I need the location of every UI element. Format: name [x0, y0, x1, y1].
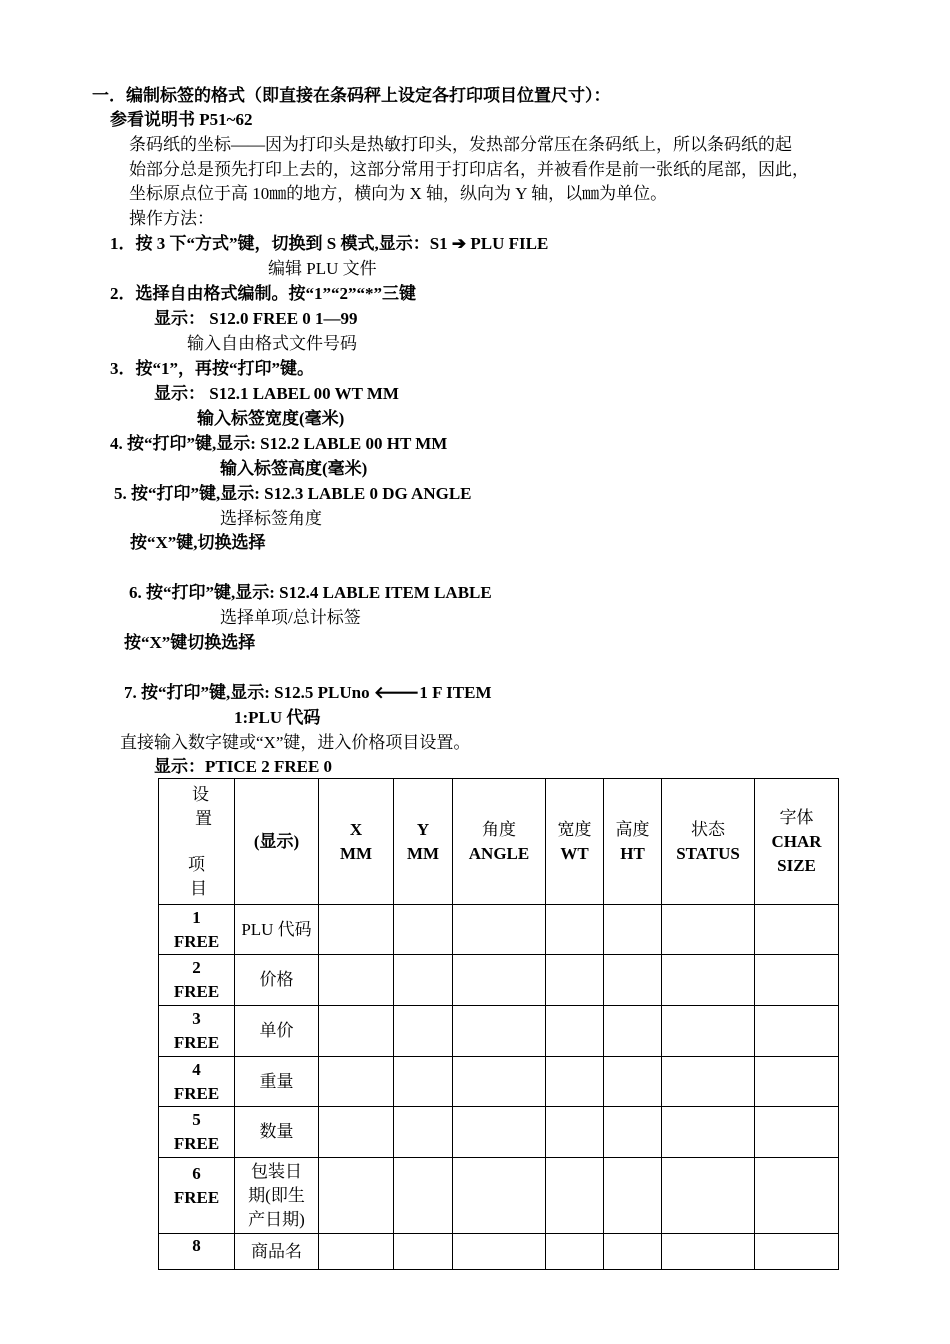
header-char-size: 字体 CHAR SIZE [755, 779, 839, 905]
row-label: 价格 [235, 955, 319, 1006]
cell-width[interactable] [546, 1057, 604, 1107]
step-7: 7. 按“打印”键,显示: S12.5 PLUno 🡐1 F ITEM [124, 683, 492, 702]
cell-height[interactable] [604, 1006, 662, 1057]
cell-x[interactable] [319, 1234, 394, 1270]
step-2-note: 输入自由格式文件号码 [187, 334, 357, 353]
row-item-id: 6 FREE [159, 1158, 235, 1234]
cell-status[interactable] [662, 955, 755, 1006]
cell-y[interactable] [394, 1107, 453, 1158]
table-row [159, 1057, 839, 1107]
cell-y[interactable] [394, 905, 453, 955]
step-2: 2．选择自由格式编制。按“1”“2”“*”三键 [110, 284, 416, 303]
row-item-id: 3 FREE [159, 1006, 235, 1057]
step-6-note: 选择单项/总计标签 [220, 608, 361, 627]
cell-height[interactable] [604, 1057, 662, 1107]
header-width: 宽度 WT [546, 779, 604, 905]
step-5-note: 选择标签角度 [220, 509, 322, 528]
table-row [159, 905, 839, 955]
cell-width[interactable] [546, 955, 604, 1006]
step-1-note: 编辑 PLU 文件 [268, 259, 377, 278]
manual-reference: 参看说明书 P51~62 [110, 110, 253, 129]
cell-x[interactable] [319, 1107, 394, 1158]
row-label: 商品名 [235, 1234, 319, 1270]
row-item-id: 4 FREE [159, 1057, 235, 1107]
step-7-note: 1:PLU 代码 [234, 708, 321, 727]
cell-y[interactable] [394, 1234, 453, 1270]
cell-angle[interactable] [453, 1234, 546, 1270]
label-format-table [158, 778, 839, 1270]
cell-angle[interactable] [453, 1006, 546, 1057]
step-5: 5. 按“打印”键,显示: S12.3 LABLE 0 DG ANGLE [114, 484, 472, 503]
header-x: X MM [319, 779, 394, 905]
table-row [159, 1234, 839, 1270]
row-item-id: 5 FREE [159, 1107, 235, 1158]
header-y: Y MM [394, 779, 453, 905]
cell-status[interactable] [662, 1158, 755, 1234]
cell-angle[interactable] [453, 1057, 546, 1107]
row-label: PLU 代码 [235, 905, 319, 955]
cell-width[interactable] [546, 1107, 604, 1158]
cell-char-size[interactable] [755, 905, 839, 955]
cell-width[interactable] [546, 905, 604, 955]
cell-char-size[interactable] [755, 1234, 839, 1270]
cell-angle[interactable] [453, 905, 546, 955]
header-angle: 角度 ANGLE [453, 779, 546, 905]
cell-x[interactable] [319, 955, 394, 1006]
step-4: 4. 按“打印”键,显示: S12.2 LABLE 00 HT MM [110, 434, 448, 453]
cell-char-size[interactable] [755, 1158, 839, 1234]
cell-x[interactable] [319, 1006, 394, 1057]
cell-status[interactable] [662, 1234, 755, 1270]
header-set-item: 设 置 项 目 [159, 779, 235, 905]
table-header-row [159, 779, 839, 905]
step-7-display: 显示：PTICE 2 FREE 0 [154, 757, 333, 776]
cell-x[interactable] [319, 905, 394, 955]
cell-height[interactable] [604, 905, 662, 955]
step-6: 6. 按“打印”键,显示: S12.4 LABLE ITEM LABLE [129, 583, 492, 602]
cell-x[interactable] [319, 1057, 394, 1107]
cell-char-size[interactable] [755, 955, 839, 1006]
cell-y[interactable] [394, 1006, 453, 1057]
row-label: 包装日期(即生产日期) [235, 1158, 319, 1234]
row-item-id: 2 FREE [159, 955, 235, 1006]
cell-angle[interactable] [453, 1158, 546, 1234]
header-display: (显示) [235, 779, 319, 905]
method-label: 操作方法： [129, 209, 214, 228]
row-label: 数量 [235, 1107, 319, 1158]
row-label: 重量 [235, 1057, 319, 1107]
cell-y[interactable] [394, 1057, 453, 1107]
cell-width[interactable] [546, 1234, 604, 1270]
cell-height[interactable] [604, 1107, 662, 1158]
cell-height[interactable] [604, 1234, 662, 1270]
cell-angle[interactable] [453, 955, 546, 1006]
cell-y[interactable] [394, 955, 453, 1006]
cell-y[interactable] [394, 1158, 453, 1234]
step-2-display: 显示： S12.0 FREE 0 1—99 [154, 309, 358, 328]
step-5-toggle: 按“X”键,切换选择 [130, 533, 266, 552]
step-3-display: 显示： S12.1 LABEL 00 WT MM [154, 384, 399, 403]
paragraph-line-1: 条码纸的坐标——因为打印头是热敏打印头，发热部分常压在条码纸上，所以条码纸的起 [129, 135, 792, 154]
cell-width[interactable] [546, 1158, 604, 1234]
cell-status[interactable] [662, 905, 755, 955]
table-row [159, 1107, 839, 1158]
table-row [159, 1158, 839, 1234]
row-label: 单价 [235, 1006, 319, 1057]
header-status: 状态 STATUS [662, 779, 755, 905]
cell-status[interactable] [662, 1006, 755, 1057]
step-1: 1．按 3 下“方式”键，切换到 S 模式,显示：S1 ➔ PLU FILE [110, 234, 549, 253]
cell-status[interactable] [662, 1107, 755, 1158]
cell-status[interactable] [662, 1057, 755, 1107]
row-item-id: 8 [159, 1234, 235, 1270]
table-row [159, 955, 839, 1006]
cell-char-size[interactable] [755, 1006, 839, 1057]
cell-angle[interactable] [453, 1107, 546, 1158]
paragraph-line-2: 始部分总是预先打印上去的，这部分常用于打印店名，并被看作是前一张纸的尾部，因此， [129, 160, 809, 179]
header-height: 高度 HT [604, 779, 662, 905]
cell-height[interactable] [604, 955, 662, 1006]
step-3-note: 输入标签宽度(毫米) [197, 409, 345, 428]
cell-height[interactable] [604, 1158, 662, 1234]
cell-char-size[interactable] [755, 1107, 839, 1158]
paragraph-line-3: 坐标原点位于高 10㎜的地方，横向为 X 轴，纵向为 Y 轴，以㎜为单位。 [129, 184, 668, 203]
step-3: 3．按“1”，再按“打印”键。 [110, 359, 314, 378]
cell-width[interactable] [546, 1006, 604, 1057]
table-row [159, 1006, 839, 1057]
cell-x[interactable] [319, 1158, 394, 1234]
heading: 一．编制标签的格式（即直接在条码秤上设定各打印项目位置尺寸）： [92, 86, 611, 105]
cell-char-size[interactable] [755, 1057, 839, 1107]
step-4-note: 输入标签高度(毫米) [220, 459, 368, 478]
step-6-toggle: 按“X”键切换选择 [124, 633, 256, 652]
row-item-id: 1 FREE [159, 905, 235, 955]
step-7-instruction: 直接输入数字键或“X”键，进入价格项目设置。 [120, 733, 471, 752]
